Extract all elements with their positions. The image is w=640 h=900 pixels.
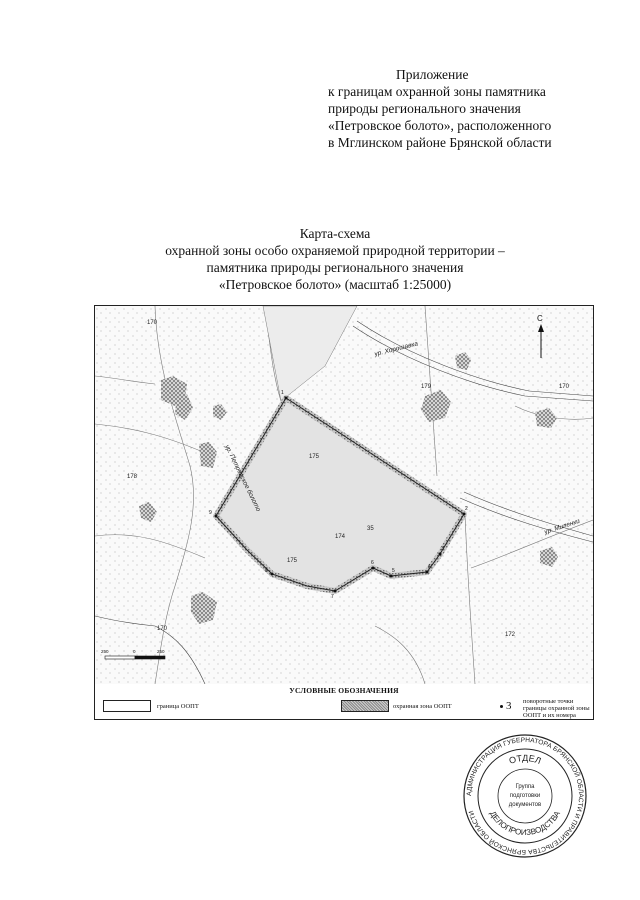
legend-border-label: граница ООПТ <box>157 703 199 710</box>
seal-department: ОТДЕЛ <box>507 752 543 766</box>
plot-number: 170 <box>157 626 168 632</box>
vertex-label: 1 <box>281 390 284 396</box>
plot-number: 175 <box>287 558 298 564</box>
map-area <box>94 305 594 685</box>
annex-line-4: «Петровское болото», расположенного <box>328 118 552 133</box>
map-title-line-3: памятника природы регионального значения <box>206 260 464 275</box>
vertex-label: 6 <box>371 560 374 566</box>
scale-label: 250 <box>157 649 165 654</box>
plot-number: 175 <box>309 454 320 460</box>
seal-outer-text: АДМИНИСТРАЦИЯ ГУБЕРНАТОРА БРЯНСКОЙ ОБЛАСТИ И ПРАВИТЕЛЬСТВА БРЯНСКОЙ ОБЛАСТИ <box>465 736 585 856</box>
map-legend <box>94 684 594 720</box>
map-title-line-2: охранной зоны особо охраняемой природной территории – <box>165 243 505 258</box>
legend-point-number: 3 <box>506 700 512 712</box>
vertex-label: 4 <box>428 564 431 570</box>
annex-header <box>300 66 610 151</box>
vertex-label: 2 <box>465 506 468 512</box>
scale-label: 0 <box>133 649 136 654</box>
map-canvas <box>95 306 593 684</box>
annex-line-5: в Мглинском районе Брянской области <box>328 135 552 150</box>
legend-zone-label: охранная зона ООПТ <box>393 703 452 710</box>
seal-center-line-1: Группа <box>515 784 535 790</box>
tract-label: ур. Петровское болото <box>223 443 262 513</box>
legend-border-swatch <box>103 700 151 712</box>
legend-title: УСЛОВНЫЕ ОБОЗНАЧЕНИЯ <box>289 686 399 695</box>
vertex-label: 3 <box>441 546 444 552</box>
official-seal <box>462 733 588 859</box>
point-dot-icon <box>500 705 503 708</box>
seal-graphic <box>462 733 588 859</box>
seal-center-line-2: подготовки <box>509 793 541 799</box>
annex-line-2: к границам охранной зоны памятника <box>328 84 546 99</box>
annex-line-3: природы регионального значения <box>328 101 521 116</box>
seal-center-line-3: документов <box>508 802 542 808</box>
seal-department-2: ДЕЛОПРОИЗВОДСТВА <box>488 809 562 838</box>
legend-zone-swatch <box>341 700 389 712</box>
vertex-label: 5 <box>392 568 395 574</box>
plot-number: 170 <box>147 320 158 326</box>
plot-number: 174 <box>335 534 346 540</box>
map-title-line-4: «Петровское болото» (масштаб 1:25000) <box>218 277 452 292</box>
svg-text:ОТДЕЛ <box>508 753 543 766</box>
map-title-line-1: Карта-схема <box>299 226 371 241</box>
annex-line-1: Приложение <box>396 67 469 82</box>
legend-point-symbol <box>500 700 512 712</box>
scale-label: 250 <box>101 649 109 654</box>
vertex-label: 8 <box>265 568 268 574</box>
map-title <box>100 225 570 293</box>
plot-number: 172 <box>505 632 516 638</box>
vertex-label: 7 <box>331 594 334 600</box>
legend-point-label: поворотные точки границы охранной зоны ООПТ и их номера <box>523 698 590 719</box>
plot-number: 35 <box>367 526 374 532</box>
plot-number: 178 <box>127 474 138 480</box>
north-label: С <box>537 314 543 323</box>
vertex-label: 9 <box>209 510 212 516</box>
tract-label: ур. Миленки <box>543 517 581 536</box>
plot-number: 179 <box>421 384 432 390</box>
tract-label: ур. Хорошавка <box>373 340 419 358</box>
plot-number: 170 <box>559 384 570 390</box>
